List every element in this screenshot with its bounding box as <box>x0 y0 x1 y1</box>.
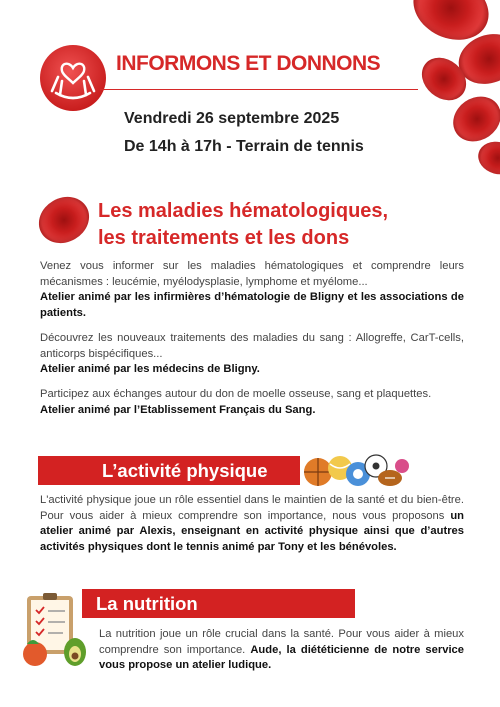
paragraph-text: Venez vous informer sur les maladies hématologiques et comprendre leurs mécanismes : leucémie, myélodysplasie, lymphome et myélome... <box>40 260 464 288</box>
hema-paragraph-1 <box>40 259 464 321</box>
event-time-place: De 14h à 17h - Terrain de tennis <box>124 138 364 155</box>
header-divider <box>100 89 418 90</box>
paragraph-text: L'activité physique joue un rôle essentiel dans le maintien de la santé et du bien-être. Pour vous aider à mieux comprendre son importance, nous vous proposons <box>40 494 464 522</box>
event-date: Vendredi 26 septembre 2025 <box>124 110 340 127</box>
hema-paragraph-3 <box>40 387 464 418</box>
activity-paragraph <box>40 493 464 555</box>
nutrition-checklist-icon <box>15 590 95 670</box>
section-banner-activity <box>38 456 300 485</box>
sports-balls-icon <box>290 448 410 493</box>
paragraph-bold: Aude, la diététicienne de notre service vous propose un atelier ludique. <box>99 643 464 671</box>
paragraph-text: Participez aux échanges autour du don de moelle osseuse, sang et plaquettes. <box>40 388 432 400</box>
section-title-line: Les maladies hématologiques, <box>98 200 389 222</box>
section-title-line: les traitements et les dons <box>98 227 350 249</box>
org-title: INFORMONS ET DONNONS <box>116 52 381 75</box>
section-banner-nutrition <box>82 589 355 618</box>
banner-title: La nutrition <box>96 593 198 614</box>
section-title-hematology <box>98 198 388 252</box>
paragraph-bold: Atelier animé par les médecins de Bligny. <box>40 363 260 375</box>
banner-title: L’activité physique <box>102 460 268 481</box>
paragraph-text: La nutrition joue un rôle crucial dans la santé. Pour vous aider à mieux comprendre son importance. <box>99 628 464 656</box>
paragraph-bold: Atelier animé par l’Etablissement Français du Sang. <box>40 403 316 416</box>
blood-cell-icon <box>30 188 97 252</box>
nutrition-paragraph <box>99 627 464 674</box>
hands-heart-logo-icon <box>38 43 108 113</box>
hema-paragraph-2 <box>40 331 464 378</box>
blood-cell-decoration <box>475 137 500 178</box>
paragraph-text: Découvrez les nouveaux traitements des maladies du sang : Allogreffe, CarT-cells, anticorps bispécifiques... <box>40 332 464 360</box>
paragraph-bold: un atelier animé par Alexis, enseignant en activité physique ainsi que d’autres activités physiques dont le tennis animé par Tony et les bénévoles. <box>40 509 464 553</box>
paragraph-bold: Atelier animé par les infirmières d’hématologie de Bligny et les associations de patients. <box>40 291 464 319</box>
